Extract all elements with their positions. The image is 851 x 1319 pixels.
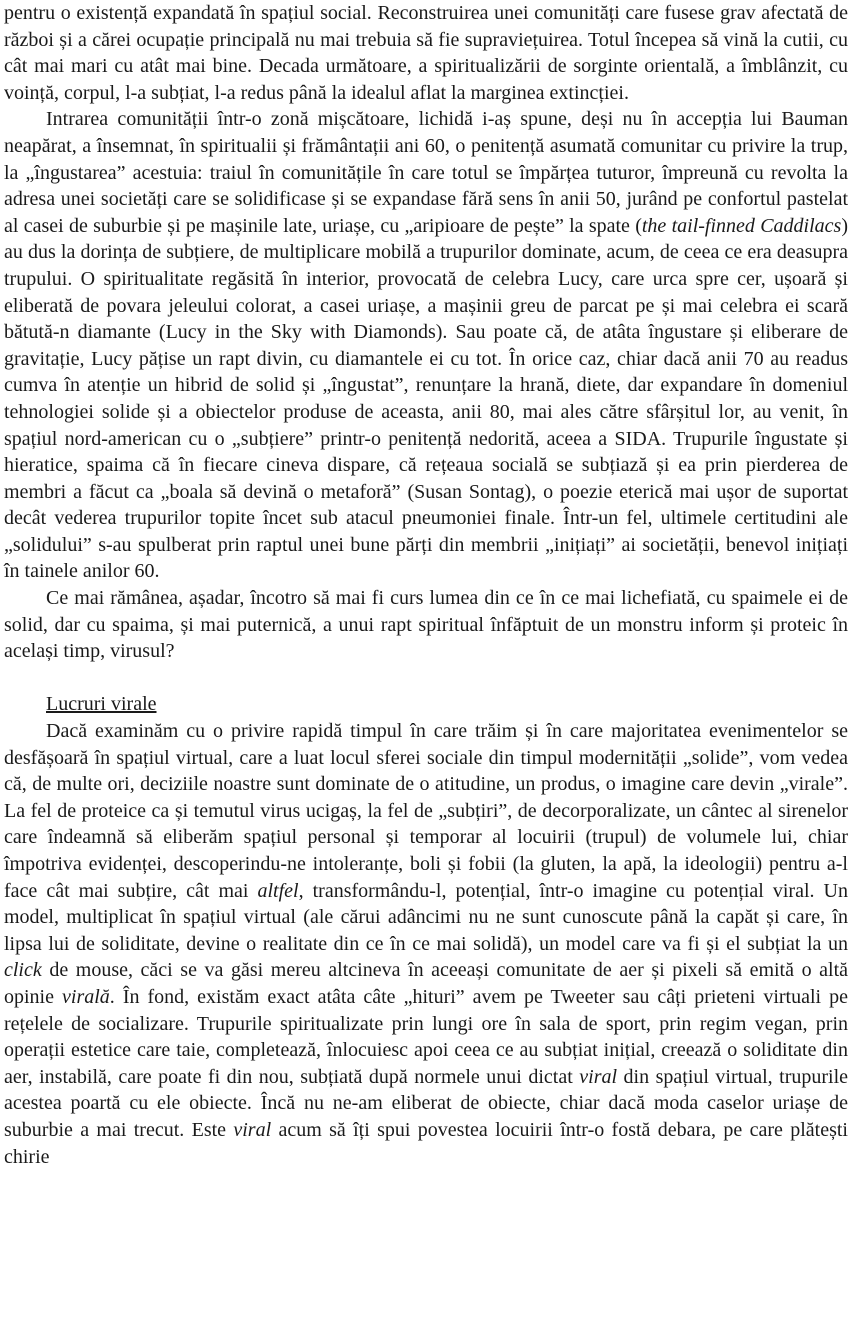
paragraph [4, 585, 848, 665]
paragraph-text: , transformându-l, potențial, într-o imagine cu potențial viral. Un model, multiplicat în spațiul virtual (ale cărui adâncimi nu ne sunt cunoscute până la capăt și care, în lipsa lui de soliditate, devine o realitate din ce în ce mai solidă), un model care va fi și el subțiat la un [4, 879, 848, 955]
paragraph-text: Ce mai rămânea, așadar, încotro să mai fi curs lumea din ce în ce mai lichefiată, cu spaimele ei de solid, dar cu spaima, și mai puternică, a unui rapt spiritual înfăptuit de un monstru inform și proteic în același timp, virusul? [4, 587, 848, 663]
section-heading [4, 691, 848, 718]
italic-text: viral [579, 1065, 618, 1088]
paragraph [4, 718, 848, 1170]
paragraph-text: Intrarea comunității într-o zonă mișcătoare, lichidă i-aș spune, deși nu în accepția lui Bauman neapărat, a însemnat, în spiritualii și frământații ani 60, o penitență asumată comunitar cu privire la trup, la „îngustarea” acestuia: traiul în comunitățile în care totul se împărțea tuturor, împreună cu revolta la adresa unei societăți care se solidificase și se expandase fără sens în anii 50, jurând pe confortul pastelat al casei de suburbie și pe mașinile late, uriașe, cu „aripioare de pește” la spate ( [4, 108, 848, 237]
italic-text: click [4, 959, 42, 982]
italic-text: virală [62, 985, 110, 1008]
paragraph-text: pentru o existență expandată în spațiul social. Reconstruirea unei comunități care fusese grav afectată de război și a cărei ocupație principală nu mai trebuia să fie supraviețuirea. Totul începea să vină la cutii, cu cât mai mari cu atât mai bine. Decada următoare, a spiritualizării de sorginte orientală, a îmblânzit, cu voință, corpul, l-a subțiat, l-a redus până la idealul aflat la marginea extincției. [4, 2, 848, 104]
italic-text: viral [233, 1118, 272, 1141]
paragraph-text: din spațiul virtual, trupurile acestea poartă cu ele obiecte. Încă nu ne-am eliberat de obiecte, chiar dacă moda caselor uriașe de suburbie a mai trecut. Este [4, 1065, 848, 1141]
paragraph-text: Dacă examinăm cu o privire rapidă timpul în care trăim și în care majoritatea evenimentelor se desfășoară în spațiul virtual, care a luat locul sferei sociale din timpul modernității „solide”, vom vedea că, de multe ori, deciziile noastre sunt dominate de o atitudine, un produs, o imagine care devin „virale”. La fel de proteice ca și temutul virus ucigaș, la fel de „subțiri”, de decorporalizate, un cântec al sirenelor care îndeamnă să eliberăm spațiul personal și temporar al locuirii (trupul) de volumele lui, chiar împotriva evidenței, descoperindu-ne intoleranțe, boli și fobii (la gluten, la apă, la ideologii) pentru a-l face cât mai subțire, cât mai [4, 720, 848, 902]
section-heading-text: Lucruri virale [46, 693, 157, 716]
paragraph [4, 106, 848, 585]
italic-text: the tail-finned Caddilacs [641, 214, 842, 237]
paragraph-text: ) au dus la dorința de subțiere, de multiplicare mobilă a trupurilor dominate, acum, de ceea ce era deasupra trupului. O spiritualitate regăsită în interior, provocată de celebra Lucy, care urca spre cer, ușoară și eliberată de povara jeleului colorat, a casei uriașe, a mașinii greu de parcat pe și mai celebra ei scară bătută-n diamante (Lucy in the Sky with Diamonds). Sau poate că, de atâta îngustare și eliberare de gravitație, Lucy pățise un rapt divin, cu diamantele ei cu tot. În orice caz, chiar dacă anii 70 au readus cumva în atenție un hibrid de solid și „îngustat”, renunțare la hrană, diete, dar expandare în domeniul tehnologiei solide și a obiectelor produse de aceasta, anii 80, mai ales către sfârșitul lor, au venit, în spațiul nord-american cu o „subțiere” printr-o penitență nedorită, aceea a SIDA. Trupurile îngustate și hieratice, spaima că în fiecare cineva dispare, că rețeaua socială se subțiază și ea prin pierderea de membri a făcut ca „boala să devină o metaforă” (Susan Sontag), o poezie eterică mai ușor de suportat decât vederea trupurilor topite încet sub atacul pneumoniei finale. Într-un fel, ultimele certitudini ale „solidului” s-au spulberat prin raptul unei bune părți din membrii „inițiați” ai societății, benevol inițiați în tainele anilor 60. [4, 214, 848, 583]
paragraph-text: de mouse, căci se va găsi mereu altcineva în aceeași comunitate de aer și pixeli să emită o altă opinie [4, 959, 848, 1008]
paragraph-continuation [4, 0, 848, 106]
italic-text: altfel [257, 879, 299, 902]
paragraph-text: acum să îți spui povestea locuirii într-o fostă debara, pe care plătești chirie [4, 1118, 848, 1168]
paragraph-text: . În fond, existăm exact atâta câte „hituri” avem pe Tweeter sau câți prieteni virtuali pe rețelele de socializare. Trupurile spiritualizate prin lungi ore în sala de sport, prin regim vegan, prin operații estetice care taie, completează, înlocuiesc apoi ceea ce au subțiat inițial, creează o soliditate din aer, instabilă, care poate fi din nou, subțiată după normele unui dictat [4, 985, 848, 1088]
